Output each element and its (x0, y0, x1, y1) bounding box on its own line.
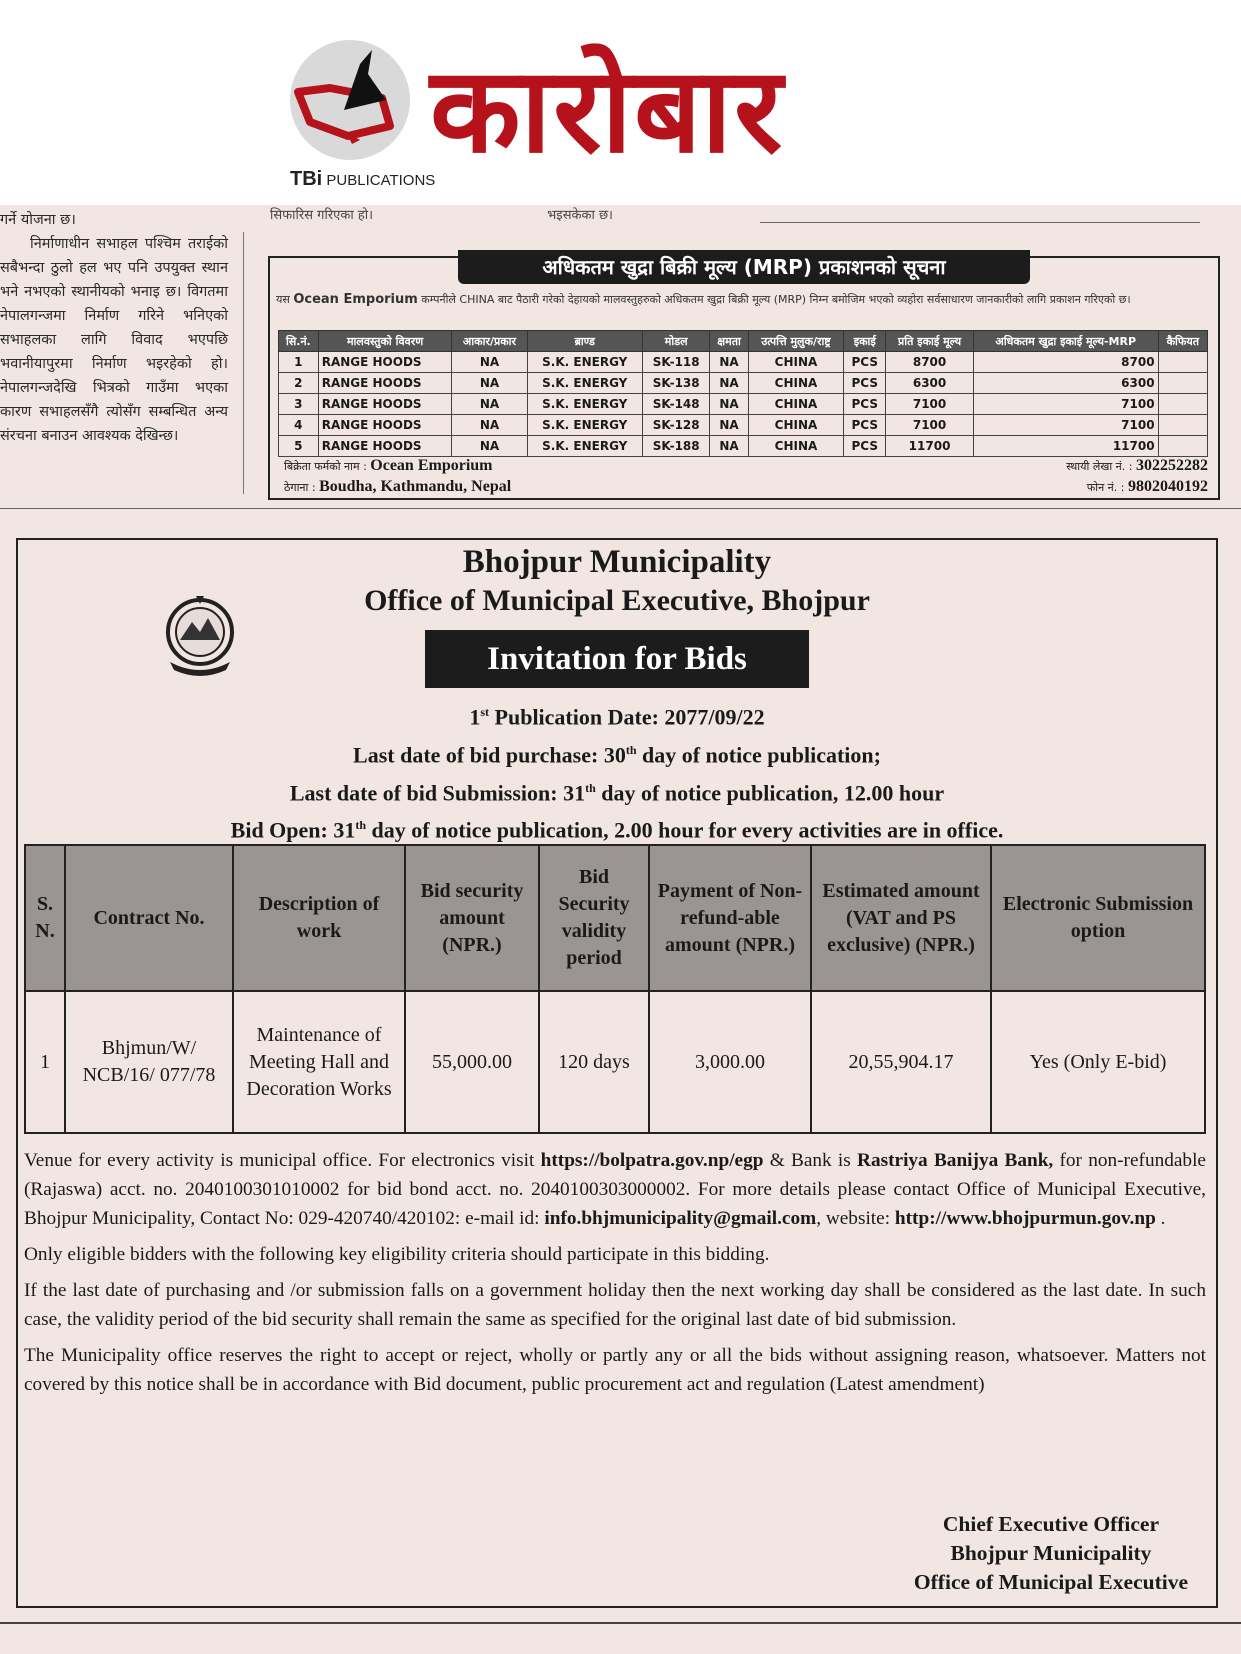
cell-validity: 120 days (539, 991, 649, 1133)
table-row: 1 RANGE HOODS NA S.K. ENERGY SK-118 NA CHINA PCS 8700 8700 (279, 352, 1208, 373)
venue-paragraph: Venue for every activity is municipal office. For electronics visit https://bolpatra.gov.np/egp & Bank is Rastriya Banijya Bank, for non-refundable (Rajaswa) acct. no. 2040100301010002 for bid bond acct. no. 2040100303000002. For more details please contact Office of Municipal Executive, Bhojpur Municipality, Contact No: 029-420740/420102: e-mail id: info.bhjmunicipality@gmail.com, website: http://www.bhojpurmun.gov.np . (24, 1150, 1206, 1229)
seller-phone: 9802040192 (1128, 478, 1208, 495)
col-description: Description of work (233, 845, 405, 991)
cell-estimated-amount: 20,55,904.17 (811, 991, 991, 1133)
mrp-col-model: मोडल (642, 331, 709, 352)
top-strip-left: सिफारिस गरिएका हो। (270, 208, 374, 223)
seller-pan: 302252282 (1136, 457, 1208, 474)
mrp-intro: यस Ocean Emporium कम्पनीले CHINA बाट पैठारी गरेको देहायको मालवस्तुहरुको अधिकतम खुद्रा बिक्री मूल्य (MRP) निम्न बमोजिम भएको व्यहोरा सर्वसाधारण जानकारीको लागि प्रकाशन गरिएको छ। (276, 292, 1131, 307)
holiday-paragraph: If the last date of purchasing and /or submission falls on a government holiday then the next working day shall be considered as the last date. In such case, the validity period of the bid security shall remain the same as specified for the original last date of bid submission. (24, 1280, 1206, 1330)
mrp-company: Ocean Emporium (293, 292, 418, 307)
submission-deadline: Last date of bid Submission: 31th day of notice publication, 12.00 hour (289, 779, 945, 805)
bank-name: Rastriya Banijya Bank, (857, 1150, 1054, 1171)
mrp-col-mrp: अधिकतम खुद्रा इकाई मूल्य-MRP (973, 331, 1158, 352)
seller-contact: स्थायी लेखा नं. : 302252282 फोन नं. : 9802040192 (1066, 457, 1208, 495)
mrp-col-unit-price: प्रति इकाई मूल्य (886, 331, 974, 352)
signatory-title: Chief Executive Officer (942, 1512, 1160, 1536)
col-electronic-submission: Electronic Submission option (991, 845, 1205, 991)
bid-notice (16, 538, 1218, 1608)
mrp-notice (268, 256, 1220, 500)
mrp-col-item: मालवस्तुको विवरण (318, 331, 452, 352)
cell-description: Maintenance of Meeting Hall and Decoration Works (233, 991, 405, 1133)
col-contract-no: Contract No. (65, 845, 233, 991)
website-link: http://www.bhojpurmun.gov.np (894, 1208, 1156, 1229)
tbi-logo-icon (290, 40, 410, 160)
bid-table (24, 844, 1206, 1134)
mrp-col-brand: ब्राण्ड (527, 331, 642, 352)
col-sn: S. N. (25, 845, 65, 991)
mrp-table-header (279, 331, 1208, 352)
masthead (0, 0, 1241, 205)
col-non-refundable: Payment of Non-refund-able amount (NPR.) (649, 845, 811, 991)
table-row: 4 RANGE HOODS NA S.K. ENERGY SK-128 NA CHINA PCS 7100 7100 (279, 415, 1208, 436)
mrp-col-unit: इकाई (844, 331, 886, 352)
purchase-deadline: Last date of bid purchase: 30th day of notice publication; (353, 742, 881, 768)
office-name: Office of Municipal Executive, Bhojpur (364, 584, 870, 617)
signatory-org: Bhojpur Municipality (950, 1541, 1152, 1565)
table-row: 2 RANGE HOODS NA S.K. ENERGY SK-138 NA CHINA PCS 6300 6300 (279, 373, 1208, 394)
seller-name: Ocean Emporium (370, 457, 493, 474)
table-row (25, 991, 1205, 1133)
bid-open-date: Bid Open: 31th day of notice publication, 2.00 hour for every activities are in office. (230, 817, 1004, 843)
org-name: Bhojpur Municipality (462, 544, 772, 580)
rights-paragraph: The Municipality office reserves the right to accept or reject, wholly or partly any or all the bids without assigning reason, whatsoever. Matters not covered by this notice shall be in accordance with Bid document, public procurement act and regulation (Latest amendment) (24, 1345, 1206, 1395)
cell-bid-security: 55,000.00 (405, 991, 539, 1133)
newspaper-brand: कारोबार (430, 41, 785, 179)
notice-heading: Invitation for Bids (425, 630, 809, 688)
seller-info: बिक्रेता फर्मको नाम : Ocean Emporium ठेगाना : Boudha, Kathmandu, Nepal (284, 457, 512, 495)
mrp-col-origin: उत्पत्ति मुलुक/राष्ट्र (748, 331, 844, 352)
bolpatra-link: https://bolpatra.gov.np/egp (540, 1150, 764, 1171)
mrp-col-remarks: कैफियत (1158, 331, 1207, 352)
publication-date: 1st Publication Date: 2077/09/22 (469, 704, 765, 730)
publisher-label: TBi PUBLICATIONS (290, 168, 436, 190)
email-address: info.bhjmunicipality@gmail.com (544, 1208, 817, 1229)
mrp-col-capacity: क्षमता (710, 331, 748, 352)
bottom-divider (0, 1622, 1241, 1624)
signatory-office: Office of Municipal Executive (913, 1570, 1188, 1594)
column-divider (243, 232, 244, 494)
news-line: गर्ने योजना छ। (0, 212, 76, 228)
table-row: 3 RANGE HOODS NA S.K. ENERGY SK-148 NA CHINA PCS 7100 7100 (279, 394, 1208, 415)
top-strip-right: भइसकेका छ। (547, 208, 613, 223)
mrp-title: अधिकतम खुद्रा बिक्री मूल्य (MRP) प्रकाशनको सूचना (458, 250, 1030, 284)
section-divider (0, 508, 1241, 509)
cell-contract-no: Bhjmun/W/ NCB/16/ 077/78 (65, 991, 233, 1133)
cell-sn: 1 (25, 991, 65, 1133)
news-paragraph: निर्माणाधीन सभाहल पश्चिम तराईको सबैभन्दा ठुलो हल भए पनि उपयुक्त स्थान भने नभएको स्थानीयको भनाइ छ। विगतमा नेपालगन्जमा निर्माण गरिने भनिएको सभाहलका लागि विवाद भएपछि भवानीयापुरमा निर्माण भइरहेको हो। नेपालगन्जदेखि भित्रको गाउँमा भएका कारण सभाहलसँगै त्योसँग सम्बन्धित अन्य संरचना बनाउन आवश्यक देखिन्छ। (0, 236, 228, 444)
cell-electronic-submission: Yes (Only E-bid) (991, 991, 1205, 1133)
mrp-col-sn: सि.नं. (279, 331, 319, 352)
seller-address: Boudha, Kathmandu, Nepal (319, 478, 512, 495)
cell-non-refundable: 3,000.00 (649, 991, 811, 1133)
divider (760, 222, 1200, 223)
eligibility-paragraph: Only eligible bidders with the following key eligibility criteria should participate in this bidding. (24, 1244, 770, 1265)
signature-block (914, 1510, 1188, 1597)
bid-table-header (25, 845, 1205, 991)
notice-body (24, 1146, 1206, 1406)
col-bid-security: Bid security amount (NPR.) (405, 845, 539, 991)
mrp-table (278, 330, 1208, 457)
left-news-column (0, 208, 228, 448)
col-estimated-amount: Estimated amount (VAT and PS exclusive) (NPR.) (811, 845, 991, 991)
bid-dates (18, 696, 1216, 847)
table-row: 5 RANGE HOODS NA S.K. ENERGY SK-188 NA CHINA PCS 11700 11700 (279, 436, 1208, 457)
mrp-col-size: आकार/प्रकार (452, 331, 527, 352)
col-validity: Bid Security validity period (539, 845, 649, 991)
top-strip (270, 205, 613, 223)
